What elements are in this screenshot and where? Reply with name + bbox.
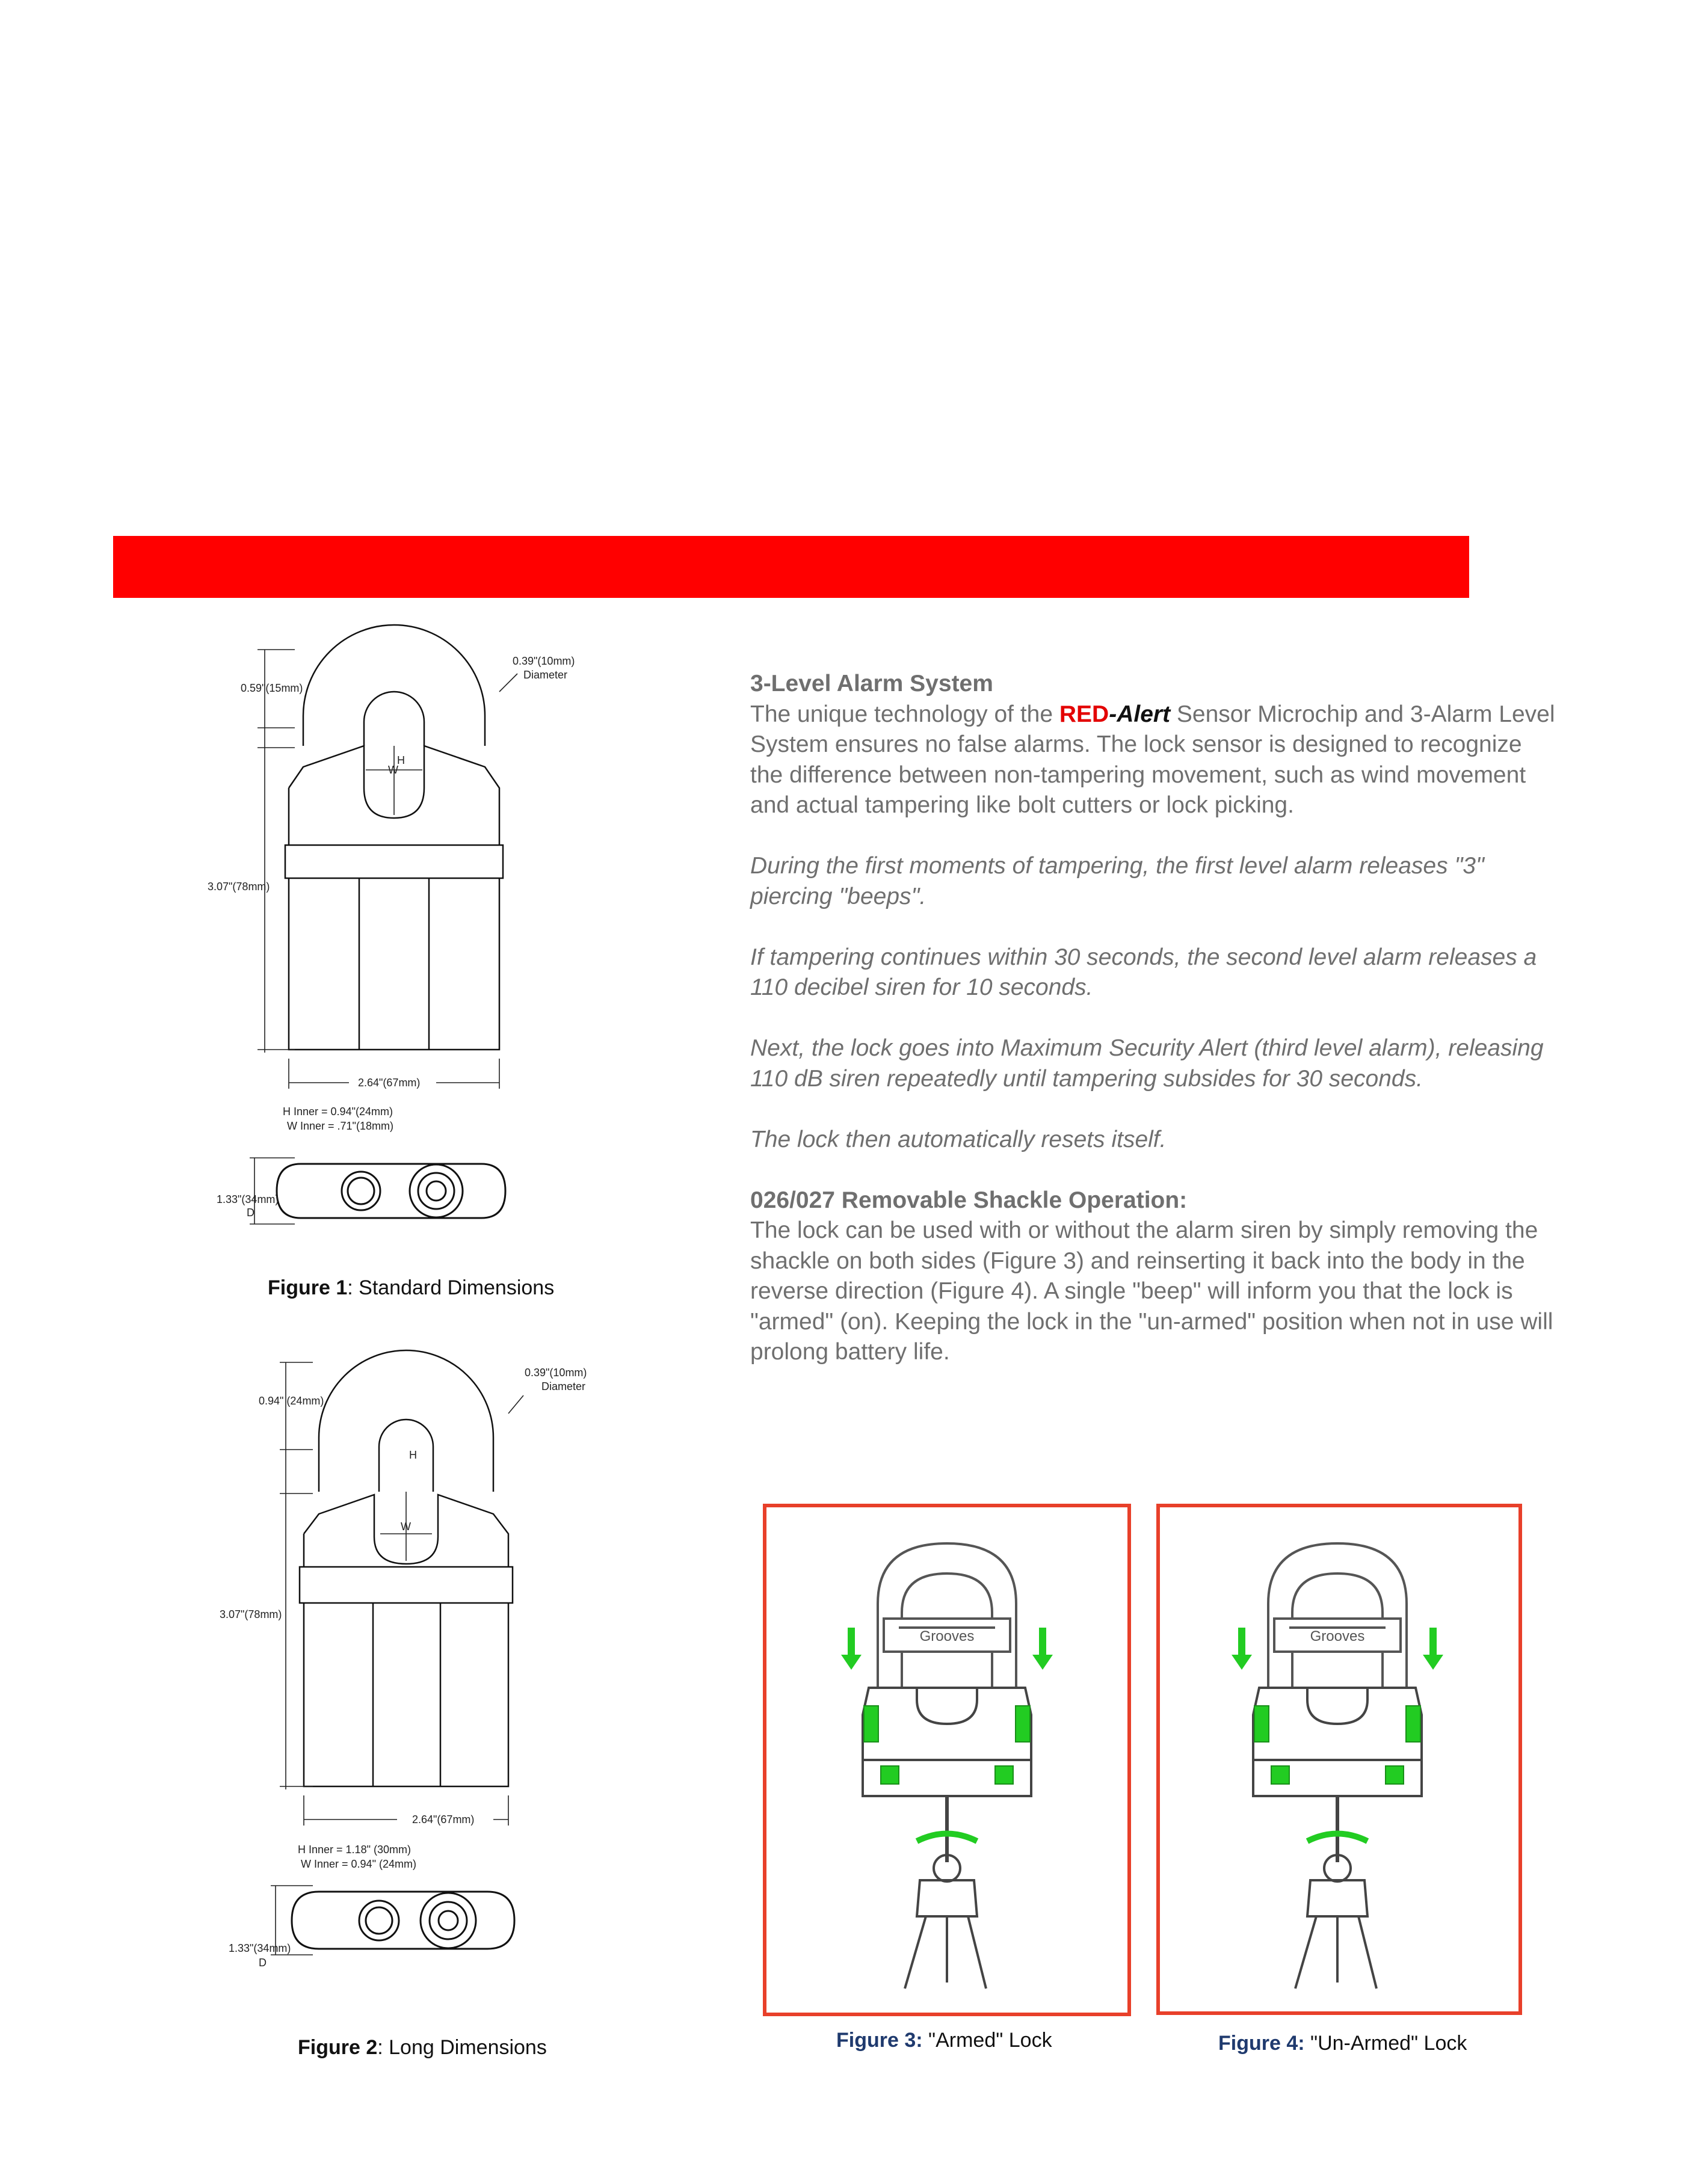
depth-label: 1.33"(34mm) [229, 1942, 291, 1954]
alarm-level-3: Next, the lock goes into Maximum Security Alert (third level alarm), releasing 110 dB siren repeatedly until tampering subsides for 30 seconds. [750, 1035, 1544, 1092]
red-header-banner [113, 536, 1469, 598]
width-label: 2.64"(67mm) [412, 1813, 475, 1826]
figure-3-armed-lock-image [763, 1504, 1131, 2016]
figure-2-title: : Long Dimensions [377, 2036, 547, 2059]
figure-1-standard-dimensions [205, 638, 590, 1257]
shackle-outer [303, 625, 485, 746]
alarm-reset: The lock then automatically resets itself. [750, 1126, 1167, 1152]
shackle-diameter-label: 0.39"(10mm) [525, 1367, 587, 1379]
height-label: 3.07"(78mm) [220, 1608, 282, 1620]
shackle [878, 1543, 1016, 1688]
alarm-intro [750, 700, 1556, 821]
h-letter: H [397, 754, 405, 766]
shackle-inner [364, 692, 424, 746]
figure-4-title: "Un-Armed" Lock [1304, 2032, 1467, 2055]
figure-1-label: Figure 1 [268, 1276, 348, 1299]
description-column [750, 669, 1556, 1368]
shackle [1268, 1543, 1407, 1688]
w-inner-label: W Inner = 0.94" (24mm) [301, 1858, 416, 1870]
figure-2-label: Figure 2 [298, 2036, 378, 2059]
alarm-level-2: If tampering continues within 30 seconds, the second level alarm releases a 110 decibel siren for 10 seconds. [750, 944, 1537, 1000]
lock-bottom-view [292, 1892, 514, 1949]
depth-label: 1.33"(34mm) [217, 1193, 279, 1205]
padlock-long-dimension-drawing [217, 1356, 602, 2024]
w-inner-label: W Inner = .71"(18mm) [287, 1120, 393, 1132]
figure-1-title: : Standard Dimensions [347, 1276, 555, 1299]
alarm-intro-pre: The unique technology of the [750, 701, 1059, 727]
shackle-inner [379, 1420, 433, 1492]
body-band [285, 845, 503, 878]
keys [905, 1855, 986, 1989]
shackle-outer [319, 1350, 493, 1492]
figure-4-label: Figure 4: [1218, 2032, 1305, 2055]
depth-letter: D [259, 1957, 267, 1969]
h-inner-label: H Inner = 0.94"(24mm) [283, 1106, 393, 1118]
figure-1-caption [268, 1276, 554, 1300]
h-inner-label: H Inner = 1.18" (30mm) [298, 1844, 411, 1856]
figure-3-label: Figure 3: [836, 2029, 923, 2052]
body-band [300, 1567, 513, 1603]
shackle-diameter-label: 0.39"(10mm) [513, 655, 575, 667]
shackle-body: The lock can be used with or without the alarm siren by simply removing the shackle on both sides (Figure 3) and reinserting it back into the body in the reverse direction (Figure 4). A single "beep" will inform you that the lock is "armed" (on). Keeping the lock in the "un-armed" position when not in use will prolong battery life. [750, 1217, 1553, 1365]
alarm-intro-post: Sensor Microchip and 3-Alarm Level System ensures no false alarms. The lock sensor is designed to recognize the difference between non-tampering movement, such as wind movement and actual tampering like bolt cutters or lock picking. [750, 701, 1555, 818]
figure-3-title: "Armed" Lock [922, 2029, 1052, 2052]
brand-red-text: RED [1059, 701, 1109, 727]
shackle-clearance-label: 0.94" (24mm) [259, 1395, 324, 1407]
height-label: 3.07"(78mm) [208, 881, 270, 893]
figure-4-unarmed-lock-image [1156, 1504, 1522, 2015]
h-letter: H [409, 1449, 417, 1461]
lock-bottom-view [277, 1164, 505, 1218]
brand-alert-text: -Alert [1109, 701, 1171, 727]
grooves-label: Grooves [1310, 1628, 1365, 1644]
alarm-heading: 3-Level Alarm System [750, 671, 993, 697]
diameter-word-label: Diameter [541, 1380, 586, 1392]
figure-2-caption [298, 2036, 547, 2059]
body-bottom [289, 878, 499, 1050]
figure-4-caption [1218, 2032, 1467, 2055]
grooves-label: Grooves [919, 1628, 975, 1644]
shackle-heading: 026/027 Removable Shackle Operation: [750, 1187, 1188, 1213]
shackle-clearance-label: 0.59"(15mm) [241, 682, 303, 694]
w-letter: W [401, 1521, 411, 1533]
armed-lock-illustration [766, 1507, 1127, 2013]
figure-2-long-dimensions [217, 1356, 602, 2024]
depth-letter: D [247, 1207, 254, 1219]
padlock-dimension-drawing [205, 638, 590, 1257]
diameter-word-label: Diameter [523, 669, 568, 681]
unarmed-lock-illustration [1160, 1507, 1518, 2011]
keys [1295, 1855, 1377, 1989]
body-bottom [304, 1603, 508, 1786]
figure-3-caption [836, 2029, 1052, 2052]
w-letter: W [388, 764, 398, 776]
alarm-level-1: During the first moments of tampering, the first level alarm releases "3" piercing "beeps". [750, 853, 1484, 909]
width-label: 2.64"(67mm) [358, 1077, 421, 1089]
